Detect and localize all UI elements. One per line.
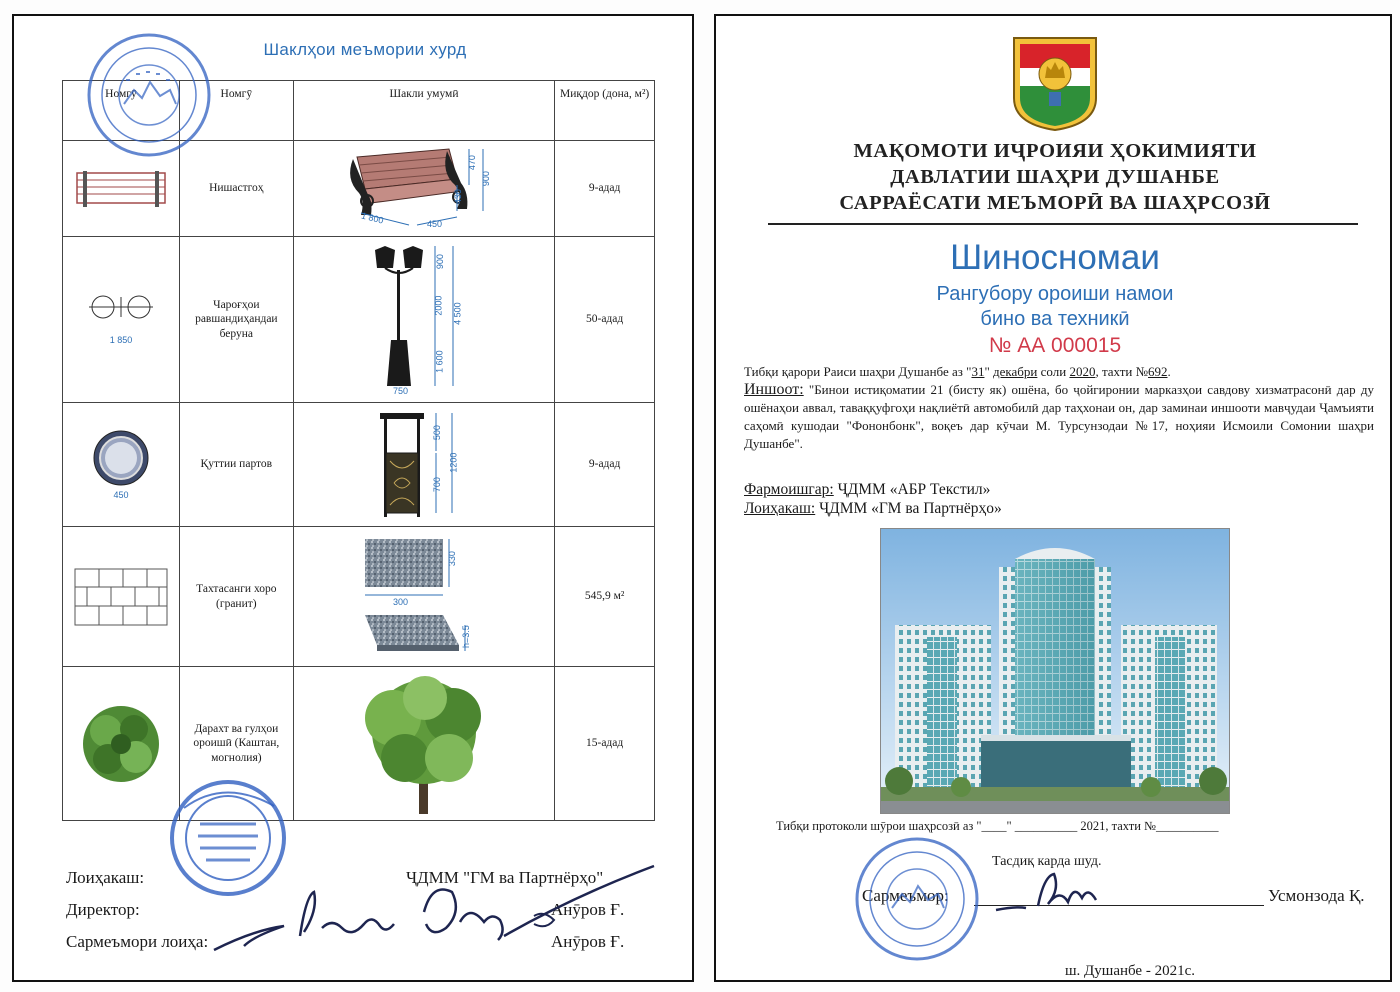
dim-label: 700 (431, 476, 442, 492)
client-label: Фармоишгар: (744, 481, 834, 498)
chief-architect-label: Сармеъмори лоиҳа: (66, 932, 209, 951)
view-cell (293, 403, 555, 527)
bench-plan-icon (73, 167, 169, 211)
page-title: Шаклҳои меъмории хурд (263, 40, 467, 59)
plan-cell (63, 403, 180, 527)
decision-text: соли (1037, 364, 1070, 379)
decision-year: 2020 (1069, 364, 1096, 379)
dim-label: 450 (427, 218, 443, 229)
lamp-drawing (369, 244, 479, 396)
plan-dimension: 1 850 (109, 334, 133, 345)
director-label: Директор: (66, 900, 140, 919)
table-row (63, 527, 655, 667)
dim-label: 4 500 (452, 301, 463, 325)
dim-label: 2000 (433, 295, 444, 316)
decision-reference (744, 364, 1374, 380)
bench-drawing (339, 145, 509, 233)
item-quantity: 15-адад (555, 667, 655, 821)
item-quantity: 9-адад (555, 403, 655, 527)
client-row (744, 480, 1374, 499)
designer-row (744, 499, 1374, 518)
dim-label: 500 (431, 424, 442, 440)
table-row (63, 403, 655, 527)
handwritten-signature (204, 852, 674, 962)
building-image (881, 529, 1230, 814)
authority-line: САРРАЁСАТИ МЕЪМОРӢ ВА ШАҲРСОЗӢ (839, 192, 1271, 214)
director-value: Анӯров Ғ. (551, 900, 625, 919)
col-header-quantity: Миқдор (дона, м²) (555, 81, 655, 141)
tree-icon (349, 672, 499, 816)
decision-text: Тибқи қарори Раиси шаҳри Душанбе аз " (744, 364, 972, 379)
granite-drawing (359, 535, 489, 659)
plan-cell (63, 237, 180, 403)
item-quantity: 545,9 м² (555, 527, 655, 667)
designer-label: Лоиҳакаш: (66, 868, 145, 887)
dim-label: 900 (480, 170, 491, 186)
building-render (880, 528, 1230, 814)
plan-cell (63, 527, 180, 667)
dim-label: 750 (393, 385, 409, 396)
designer-value: ҶДММ "ГМ ва Партнёрҳо" (406, 868, 604, 887)
col-header-plan: Номгӯ (63, 81, 180, 141)
certificate-title: Шиносномаи (950, 238, 1160, 277)
plan-dimension: 450 (113, 489, 129, 500)
view-cell (293, 237, 555, 403)
place-and-year: ш. Душанбе - 2021с. (1064, 963, 1195, 979)
tree-plan-icon (78, 701, 164, 787)
bin-drawing (374, 409, 474, 521)
left-page (12, 14, 694, 982)
col-header-name: Номгӯ (179, 81, 293, 141)
decision-number: 692 (1148, 364, 1168, 379)
divider (768, 223, 1358, 225)
view-cell (293, 527, 555, 667)
confirmation-text: Тасдиқ карда шуд. (992, 854, 1102, 869)
object-text: "Бинои истиқоматии 21 (бисту як) ошёна, бо ҷойгиронии марказҳои савдову хизматрасонӣ дар ду ошёнаҳои аввал, таваққуфгоҳи нақлиётӣ автомобилӣ дар таҳхонаи он, дар заминаи иншооти мавҷудаи Ҷамъияти саҳомӣ кушодаи "Фононбонк", воқеъ дар кӯчаи М. Турсунзодаи №17, ноҳияи Исмоили Сомонии шаҳри Душанбе". (744, 382, 1375, 451)
plan-cell (63, 667, 180, 821)
protocol-line: Тибқи протоколи шӯрои шаҳрсозӣ аз "____" __________ 2021, тахти №__________ (776, 819, 1219, 833)
certificate-subtitle (716, 282, 1394, 332)
decision-text: . (1167, 364, 1171, 379)
item-name: Нишастгоҳ (179, 141, 293, 237)
item-name: Тахтасанги хоро (гранит) (179, 527, 293, 667)
decision-text: , тахти № (1095, 364, 1149, 379)
view-cell (293, 667, 555, 821)
designer-label: Лоиҳакаш: (744, 500, 816, 517)
col-header-view: Шакли умумӣ (293, 81, 555, 141)
authority-line: ДАВЛАТИИ ШАҲРИ ДУШАНБЕ (890, 166, 1220, 188)
certificate-number: № АА 000015 (988, 334, 1122, 357)
designer-value: ҶДММ «ГМ ва Партнёрҳо» (819, 500, 1002, 517)
chief-architect-value: Анӯров Ғ. (551, 932, 625, 951)
dim-label: 300 (393, 596, 409, 607)
table-row (63, 667, 655, 821)
dim-label: h=3.5 (460, 624, 471, 648)
item-name: Қуттии партов (179, 403, 293, 527)
paving-plan-icon (73, 567, 169, 627)
city-emblem-icon (1010, 34, 1100, 132)
dim-label: 330 (446, 550, 457, 566)
authority-heading (716, 138, 1394, 216)
dim-label: 1 800 (360, 209, 385, 226)
dim-label: 1 600 (434, 349, 445, 373)
view-cell (293, 141, 555, 237)
official-stamp-icon (84, 30, 214, 160)
object-label: Иншоот: (744, 381, 804, 398)
dim-label: 900 (434, 253, 445, 269)
decision-text: " (984, 364, 994, 379)
item-name: Дарахт ва гулҳои ороишӣ (Каштан, могнолия) (179, 667, 293, 821)
item-name: Чароғҳои равшандиҳандаи беруна (179, 237, 293, 403)
subtitle-line: Рангубору ороиши намои (936, 283, 1174, 305)
decision-day: 31 (971, 364, 985, 379)
parties-block (744, 480, 1374, 518)
decision-month: декабри (993, 364, 1038, 379)
client-value: ҶДММ «АБР Текстил» (837, 481, 991, 498)
right-page (714, 14, 1392, 982)
chief-architect-label: Сармеъмор: (862, 886, 949, 905)
authority-line: МАҚОМОТИ ИҶРОИЯИ ҲОКИМИЯТИ (853, 140, 1257, 162)
dim-label: 1200 (448, 452, 459, 473)
object-description (744, 381, 1374, 453)
elements-table (62, 80, 655, 821)
dim-label: 430 (452, 188, 463, 204)
item-quantity: 50-адад (555, 237, 655, 403)
subtitle-line: бино ва техникӣ (980, 308, 1130, 330)
dim-label: 470 (466, 154, 477, 170)
item-quantity: 9-адад (555, 141, 655, 237)
chief-architect-value: Усмонзода Қ. (1268, 886, 1365, 905)
table-row (63, 237, 655, 403)
bin-plan-icon (91, 428, 151, 488)
handwritten-signature (986, 866, 1126, 926)
official-stamp-icon (852, 834, 982, 964)
lamp-plan-icon (81, 293, 161, 327)
